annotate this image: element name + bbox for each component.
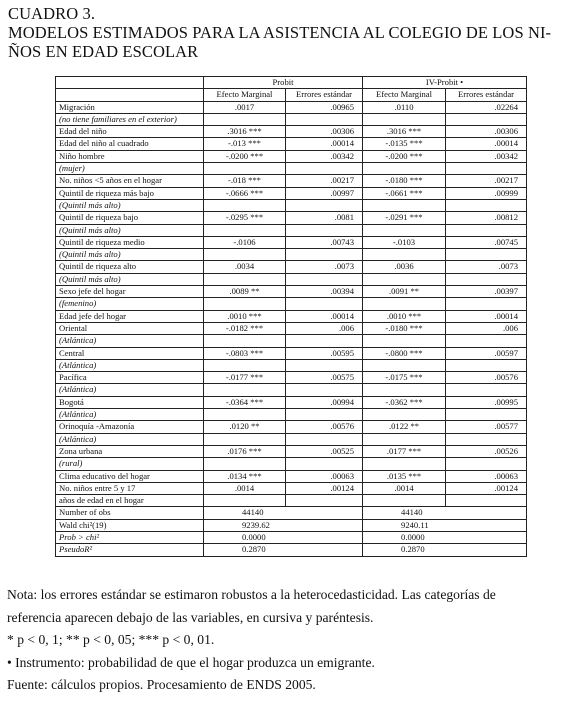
probit-std-error-cell: .006 xyxy=(286,322,363,334)
iv-std-error-cell: .00342 xyxy=(446,150,527,162)
probit-marginal-effect-cell xyxy=(204,113,286,125)
iv-marginal-effect-cell: .0010 *** xyxy=(363,310,446,322)
table-row xyxy=(56,396,527,408)
iv-probit-stat-value: 0.2870 xyxy=(363,544,527,556)
table-row xyxy=(56,150,527,162)
probit-std-error-cell: .00342 xyxy=(286,150,363,162)
table-row xyxy=(56,347,527,359)
group-header-iv-probit: IV-Probit • xyxy=(363,77,527,89)
variable-label: Bogotá xyxy=(56,396,204,408)
iv-marginal-effect-cell: .0036 xyxy=(363,261,446,273)
probit-std-error-cell: .0081 xyxy=(286,212,363,224)
iv-marginal-effect-cell xyxy=(363,273,446,285)
stat-label: Number of obs xyxy=(56,507,204,519)
probit-std-error-cell: .00965 xyxy=(286,101,363,113)
probit-std-error-cell xyxy=(286,433,363,445)
iv-std-error-cell xyxy=(446,433,527,445)
iv-std-error-cell xyxy=(446,199,527,211)
col-header-efecto-marginal-probit: Efecto Marginal xyxy=(204,89,286,101)
probit-std-error-cell xyxy=(286,335,363,347)
iv-std-error-cell xyxy=(446,224,527,236)
iv-std-error-cell xyxy=(446,249,527,261)
probit-std-error-cell xyxy=(286,409,363,421)
probit-std-error-cell: .00306 xyxy=(286,126,363,138)
reference-category-label: (Quintil más alto) xyxy=(56,273,204,285)
variable-label: Migración xyxy=(56,101,204,113)
table-row xyxy=(56,101,527,113)
probit-marginal-effect-cell xyxy=(204,224,286,236)
probit-marginal-effect-cell: .0120 ** xyxy=(204,421,286,433)
probit-marginal-effect-cell xyxy=(204,335,286,347)
iv-marginal-effect-cell: -.0800 *** xyxy=(363,347,446,359)
col-header-errores-iv: Errores estándar xyxy=(446,89,527,101)
iv-marginal-effect-cell xyxy=(363,163,446,175)
iv-marginal-effect-cell xyxy=(363,384,446,396)
probit-std-error-cell: .00994 xyxy=(286,396,363,408)
iv-marginal-effect-cell: -.0362 *** xyxy=(363,396,446,408)
iv-marginal-effect-cell xyxy=(363,249,446,261)
variable-label: Central xyxy=(56,347,204,359)
iv-marginal-effect-cell xyxy=(363,495,446,507)
table-row xyxy=(56,445,527,457)
table-body xyxy=(56,101,527,507)
table-row xyxy=(56,249,527,261)
iv-marginal-effect-cell: -.0180 *** xyxy=(363,322,446,334)
probit-marginal-effect-cell xyxy=(204,163,286,175)
variable-label: Niño hombre xyxy=(56,150,204,162)
probit-std-error-cell: .00124 xyxy=(286,482,363,494)
source-note: Fuente: cálculos propios. Procesamiento de ENDS 2005. xyxy=(7,677,316,692)
iv-std-error-cell: .00397 xyxy=(446,286,527,298)
probit-marginal-effect-cell: -.0177 *** xyxy=(204,372,286,384)
table-row xyxy=(56,138,527,150)
iv-std-error-cell: .00999 xyxy=(446,187,527,199)
probit-marginal-effect-cell xyxy=(204,409,286,421)
stat-label: Prob > chi² xyxy=(56,531,204,543)
probit-std-error-cell xyxy=(286,273,363,285)
table-row xyxy=(56,175,527,187)
probit-std-error-cell xyxy=(286,163,363,175)
variable-label: Edad del niño al cuadrado xyxy=(56,138,204,150)
table-row xyxy=(56,199,527,211)
iv-std-error-cell xyxy=(446,495,527,507)
iv-std-error-cell xyxy=(446,273,527,285)
regression-table xyxy=(55,76,527,557)
iv-std-error-cell: .02264 xyxy=(446,101,527,113)
table-row xyxy=(56,409,527,421)
iv-std-error-cell: .0073 xyxy=(446,261,527,273)
iv-std-error-cell xyxy=(446,384,527,396)
iv-marginal-effect-cell: .3016 *** xyxy=(363,126,446,138)
probit-marginal-effect-cell: -.0200 *** xyxy=(204,150,286,162)
variable-label: No. niños entre 5 y 17 xyxy=(56,482,204,494)
iv-std-error-cell xyxy=(446,409,527,421)
table-row xyxy=(56,433,527,445)
iv-std-error-cell: .00063 xyxy=(446,470,527,482)
variable-label: Sexo jefe del hogar xyxy=(56,286,204,298)
reference-category-label: (Atlántica) xyxy=(56,384,204,396)
iv-std-error-cell xyxy=(446,458,527,470)
header-blank xyxy=(56,77,204,89)
reference-category-label: (Quintil más alto) xyxy=(56,199,204,211)
significance-note: * p < 0, 1; ** p < 0, 05; *** p < 0, 01. xyxy=(7,632,215,647)
col-header-efecto-marginal-iv: Efecto Marginal xyxy=(363,89,446,101)
table-row xyxy=(56,310,527,322)
reference-category-label: (Atlántica) xyxy=(56,433,204,445)
probit-stat-value: 0.0000 xyxy=(204,531,363,543)
table-row xyxy=(56,384,527,396)
probit-stat-value: 0.2870 xyxy=(204,544,363,556)
probit-marginal-effect-cell: -.0182 *** xyxy=(204,322,286,334)
probit-std-error-cell xyxy=(286,224,363,236)
probit-std-error-cell xyxy=(286,359,363,371)
table-row xyxy=(56,286,527,298)
stat-label: PseudoR² xyxy=(56,544,204,556)
probit-std-error-cell: .00063 xyxy=(286,470,363,482)
iv-std-error-cell: .00014 xyxy=(446,138,527,150)
probit-std-error-cell: .00575 xyxy=(286,372,363,384)
variable-label: Clima educativo del hogar xyxy=(56,470,204,482)
stats-row xyxy=(56,544,527,556)
probit-std-error-cell xyxy=(286,458,363,470)
iv-marginal-effect-cell xyxy=(363,199,446,211)
table-row xyxy=(56,187,527,199)
iv-std-error-cell xyxy=(446,298,527,310)
stats-row xyxy=(56,531,527,543)
iv-marginal-effect-cell: -.0180 *** xyxy=(363,175,446,187)
iv-std-error-cell: .00745 xyxy=(446,236,527,248)
variable-label: Zona urbana xyxy=(56,445,204,457)
instrument-note: • Instrumento: probabilidad de que el hogar produzca un emigrante. xyxy=(7,654,375,670)
title-line-1: CUADRO 3. xyxy=(8,4,96,23)
probit-std-error-cell: .00014 xyxy=(286,310,363,322)
table-title xyxy=(8,4,568,61)
probit-marginal-effect-cell: -.0803 *** xyxy=(204,347,286,359)
note-line-2: referencia aparecen debajo de las variables, en cursiva y paréntesis. xyxy=(7,609,374,625)
iv-marginal-effect-cell: .0110 xyxy=(363,101,446,113)
probit-std-error-cell: .0073 xyxy=(286,261,363,273)
table-row xyxy=(56,224,527,236)
variable-label: Quintil de riqueza bajo xyxy=(56,212,204,224)
header-blank xyxy=(56,89,204,101)
variable-label: Edad jefe del hogar xyxy=(56,310,204,322)
group-header-row xyxy=(56,77,527,89)
variable-label: Quintil de riqueza más bajo xyxy=(56,187,204,199)
iv-marginal-effect-cell xyxy=(363,298,446,310)
iv-marginal-effect-cell xyxy=(363,458,446,470)
reference-category-label: (Atlántica) xyxy=(56,359,204,371)
probit-marginal-effect-cell: .0014 xyxy=(204,482,286,494)
iv-marginal-effect-cell xyxy=(363,409,446,421)
probit-std-error-cell: .00394 xyxy=(286,286,363,298)
probit-marginal-effect-cell: .0089 ** xyxy=(204,286,286,298)
table-notes xyxy=(7,584,569,697)
table-row xyxy=(56,113,527,125)
reference-category-label: (Atlántica) xyxy=(56,409,204,421)
table-row xyxy=(56,261,527,273)
iv-probit-stat-value: 0.0000 xyxy=(363,531,527,543)
group-header-probit: Probit xyxy=(204,77,363,89)
table-row xyxy=(56,126,527,138)
iv-probit-stat-value: 44140 xyxy=(363,507,527,519)
probit-std-error-cell xyxy=(286,113,363,125)
probit-std-error-cell: .00014 xyxy=(286,138,363,150)
probit-marginal-effect-cell: -.0364 *** xyxy=(204,396,286,408)
table-row xyxy=(56,359,527,371)
variable-label: Edad del niño xyxy=(56,126,204,138)
probit-std-error-cell xyxy=(286,199,363,211)
probit-marginal-effect-cell: -.018 *** xyxy=(204,175,286,187)
table-row xyxy=(56,163,527,175)
probit-std-error-cell: .00525 xyxy=(286,445,363,457)
table-row xyxy=(56,421,527,433)
table-row xyxy=(56,458,527,470)
probit-marginal-effect-cell: -.013 *** xyxy=(204,138,286,150)
probit-std-error-cell xyxy=(286,384,363,396)
iv-marginal-effect-cell xyxy=(363,433,446,445)
probit-marginal-effect-cell: -.0666 *** xyxy=(204,187,286,199)
iv-marginal-effect-cell: -.0175 *** xyxy=(363,372,446,384)
probit-marginal-effect-cell xyxy=(204,298,286,310)
table-row xyxy=(56,322,527,334)
reference-category-label: (Quintil más alto) xyxy=(56,249,204,261)
title-line-2: MODELOS ESTIMADOS PARA LA ASISTENCIA AL COLEGIO DE LOS NI- xyxy=(8,23,552,42)
probit-stat-value: 9239.62 xyxy=(204,519,363,531)
variable-label: Pacífica xyxy=(56,372,204,384)
table-row xyxy=(56,236,527,248)
reference-category-label: (femenino) xyxy=(56,298,204,310)
iv-marginal-effect-cell xyxy=(363,335,446,347)
probit-std-error-cell xyxy=(286,495,363,507)
iv-marginal-effect-cell: -.0200 *** xyxy=(363,150,446,162)
iv-marginal-effect-cell: .0135 *** xyxy=(363,470,446,482)
iv-marginal-effect-cell xyxy=(363,113,446,125)
iv-std-error-cell: .00306 xyxy=(446,126,527,138)
iv-marginal-effect-cell: -.0103 xyxy=(363,236,446,248)
probit-stat-value: 44140 xyxy=(204,507,363,519)
iv-std-error-cell: .00597 xyxy=(446,347,527,359)
probit-marginal-effect-cell xyxy=(204,199,286,211)
probit-std-error-cell: .00743 xyxy=(286,236,363,248)
variable-label: Quintil de riqueza medio xyxy=(56,236,204,248)
probit-std-error-cell xyxy=(286,249,363,261)
stat-label: Wald chi²(19) xyxy=(56,519,204,531)
iv-marginal-effect-cell: -.0661 *** xyxy=(363,187,446,199)
reference-category-label: (mujer) xyxy=(56,163,204,175)
iv-probit-stat-value: 9240.11 xyxy=(363,519,527,531)
variable-label: Quintil de riqueza alto xyxy=(56,261,204,273)
probit-marginal-effect-cell xyxy=(204,458,286,470)
table-row xyxy=(56,470,527,482)
column-header-row xyxy=(56,89,527,101)
iv-std-error-cell xyxy=(446,113,527,125)
iv-marginal-effect-cell: .0122 ** xyxy=(363,421,446,433)
table-row xyxy=(56,495,527,507)
iv-marginal-effect-cell: .0091 ** xyxy=(363,286,446,298)
iv-std-error-cell: .006 xyxy=(446,322,527,334)
probit-std-error-cell: .00576 xyxy=(286,421,363,433)
probit-marginal-effect-cell: -.0106 xyxy=(204,236,286,248)
reference-category-label: (rural) xyxy=(56,458,204,470)
probit-std-error-cell: .00997 xyxy=(286,187,363,199)
probit-marginal-effect-cell: .0034 xyxy=(204,261,286,273)
iv-std-error-cell: .00526 xyxy=(446,445,527,457)
table-row xyxy=(56,335,527,347)
probit-marginal-effect-cell xyxy=(204,384,286,396)
iv-std-error-cell: .00124 xyxy=(446,482,527,494)
iv-std-error-cell xyxy=(446,335,527,347)
stats-body xyxy=(56,507,527,556)
iv-std-error-cell: .00577 xyxy=(446,421,527,433)
iv-std-error-cell xyxy=(446,163,527,175)
probit-std-error-cell: .00595 xyxy=(286,347,363,359)
iv-marginal-effect-cell: .0014 xyxy=(363,482,446,494)
title-line-3: ÑOS EN EDAD ESCOLAR xyxy=(8,42,199,61)
iv-std-error-cell: .00812 xyxy=(446,212,527,224)
iv-marginal-effect-cell: -.0135 *** xyxy=(363,138,446,150)
iv-std-error-cell: .00995 xyxy=(446,396,527,408)
variable-label: No. niños <5 años en el hogar xyxy=(56,175,204,187)
reference-category-label: (no tiene familiares en el exterior) xyxy=(56,113,204,125)
probit-marginal-effect-cell: .3016 *** xyxy=(204,126,286,138)
iv-marginal-effect-cell xyxy=(363,359,446,371)
probit-marginal-effect-cell: .0176 *** xyxy=(204,445,286,457)
iv-marginal-effect-cell: .0177 *** xyxy=(363,445,446,457)
iv-std-error-cell xyxy=(446,359,527,371)
iv-marginal-effect-cell: -.0291 *** xyxy=(363,212,446,224)
note-line-1: Nota: los errores estándar se estimaron robustos a la heterocedasticidad. Las categorías de xyxy=(7,587,496,602)
probit-marginal-effect-cell xyxy=(204,433,286,445)
reference-category-label: (Atlántica) xyxy=(56,335,204,347)
probit-marginal-effect-cell xyxy=(204,495,286,507)
probit-marginal-effect-cell xyxy=(204,359,286,371)
probit-marginal-effect-cell: .0134 *** xyxy=(204,470,286,482)
probit-std-error-cell xyxy=(286,298,363,310)
col-header-errores-probit: Errores estándar xyxy=(286,89,363,101)
table-row xyxy=(56,212,527,224)
probit-marginal-effect-cell xyxy=(204,249,286,261)
iv-std-error-cell: .00014 xyxy=(446,310,527,322)
table-row xyxy=(56,482,527,494)
stats-row xyxy=(56,507,527,519)
probit-marginal-effect-cell: -.0295 *** xyxy=(204,212,286,224)
probit-marginal-effect-cell: .0010 *** xyxy=(204,310,286,322)
iv-marginal-effect-cell xyxy=(363,224,446,236)
iv-std-error-cell: .00217 xyxy=(446,175,527,187)
table-row xyxy=(56,372,527,384)
probit-std-error-cell: .00217 xyxy=(286,175,363,187)
probit-marginal-effect-cell xyxy=(204,273,286,285)
probit-marginal-effect-cell: .0017 xyxy=(204,101,286,113)
variable-label: Orinoquía -Amazonía xyxy=(56,421,204,433)
table-row xyxy=(56,273,527,285)
variable-label: años de edad en el hogar xyxy=(56,495,204,507)
iv-std-error-cell: .00576 xyxy=(446,372,527,384)
reference-category-label: (Quintil más alto) xyxy=(56,224,204,236)
variable-label: Oriental xyxy=(56,322,204,334)
table-row xyxy=(56,298,527,310)
stats-row xyxy=(56,519,527,531)
